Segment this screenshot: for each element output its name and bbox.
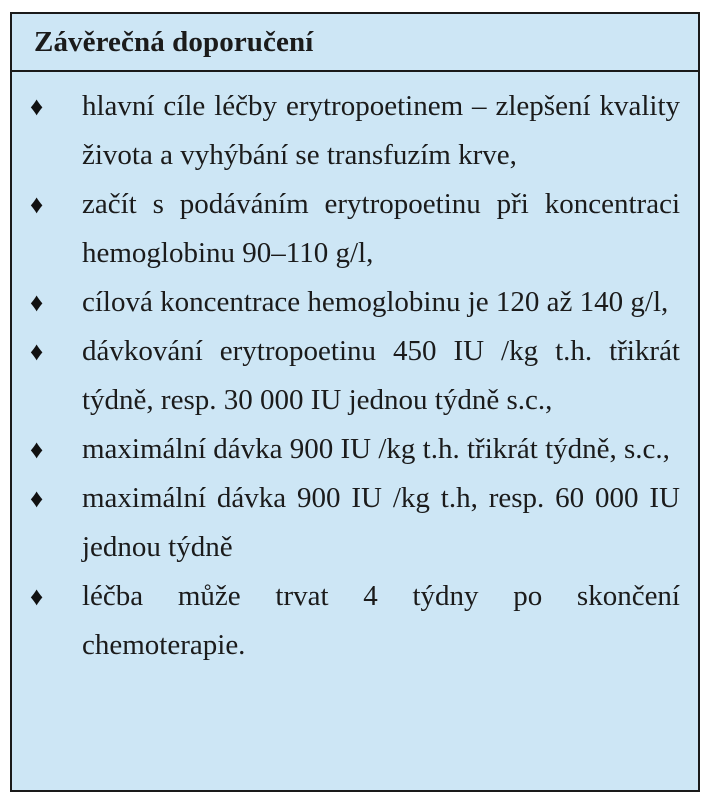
diamond-bullet-icon: ♦ <box>30 582 44 611</box>
diamond-bullet-icon: ♦ <box>30 337 44 366</box>
list-item <box>30 474 680 572</box>
diamond-bullet-icon: ♦ <box>30 190 44 219</box>
list-item-text: maximální dávka 900 IU /kg t.h, resp. 60 000 IU jednou týdně <box>82 482 680 563</box>
list-item-text: léčba může trvat 4 týdny po skončení chemoterapie. <box>82 580 680 661</box>
recommendations-box <box>10 12 700 792</box>
diamond-bullet-icon: ♦ <box>30 288 44 317</box>
recommendations-list <box>12 72 698 670</box>
box-title: Závěrečná doporučení <box>34 25 314 58</box>
list-item-text: začít s podáváním erytropoetinu při koncentraci hemoglobinu 90–110 g/l, <box>82 188 680 269</box>
list-item <box>30 425 680 474</box>
diamond-bullet-icon: ♦ <box>30 484 44 513</box>
list-item-text: maximální dávka 900 IU /kg t.h. třikrát týdně, s.c., <box>82 433 670 465</box>
list-item-text: cílová koncentrace hemoglobinu je 120 až 140 g/l, <box>82 286 669 318</box>
box-header <box>12 14 698 72</box>
list-item <box>30 327 680 425</box>
list-item <box>30 278 680 327</box>
list-item <box>30 82 680 180</box>
list-item <box>30 180 680 278</box>
list-item-text: dávkování erytropoetinu 450 IU /kg t.h. třikrát týdně, resp. 30 000 IU jednou týdně s.c., <box>82 335 680 416</box>
diamond-bullet-icon: ♦ <box>30 435 44 464</box>
list-item <box>30 572 680 670</box>
diamond-bullet-icon: ♦ <box>30 92 44 121</box>
list-item-text: hlavní cíle léčby erytropoetinem – zlepšení kvality života a vyhýbání se transfuzím krve, <box>82 90 680 171</box>
